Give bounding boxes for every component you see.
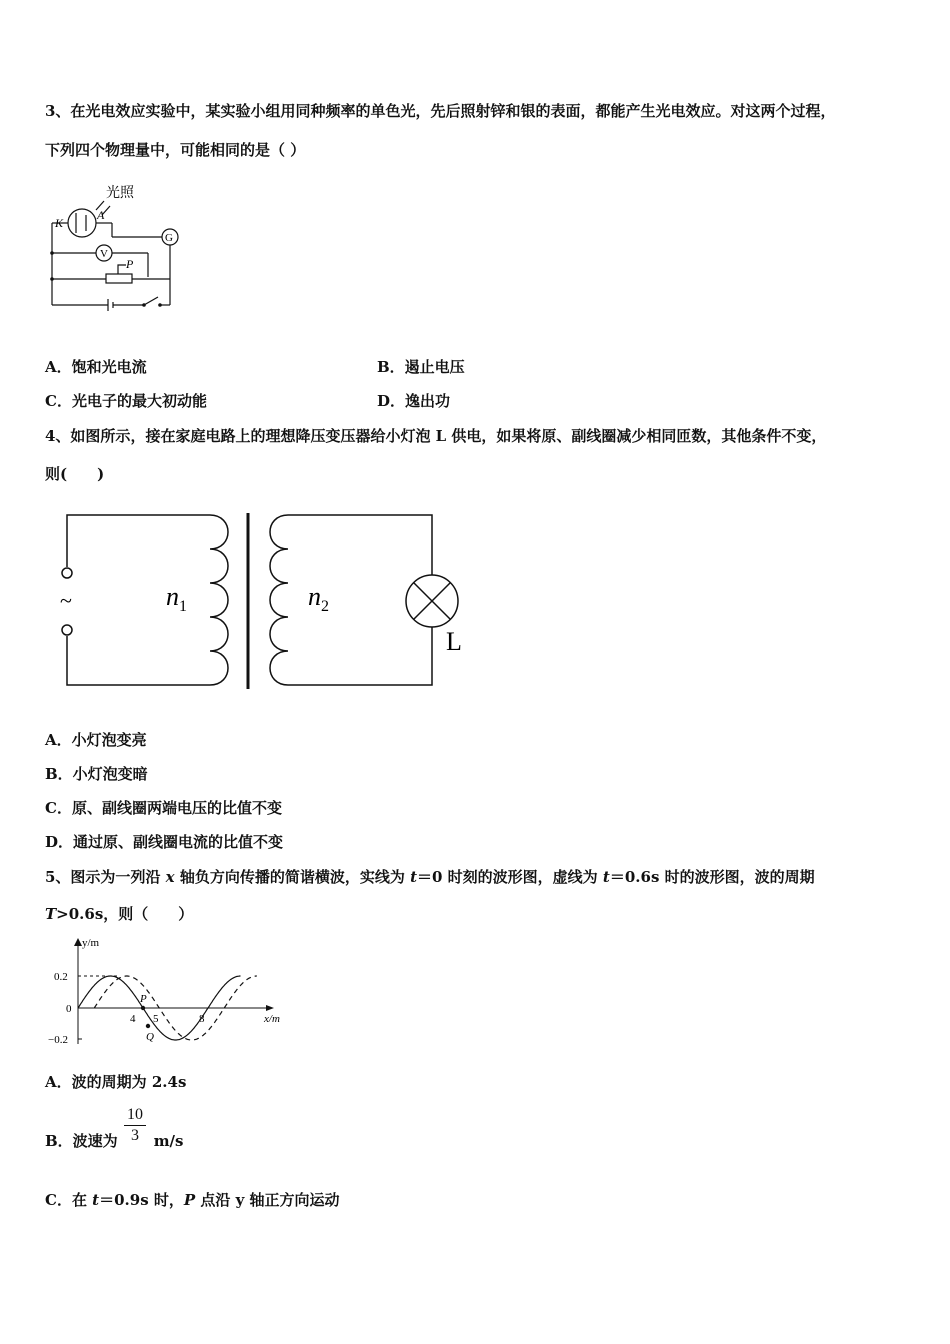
q3-option-a[interactable]: A．饱和光电流 [45,358,147,376]
q5-fig-ytick-zero: 0 [66,1003,72,1015]
q5-point-Q [146,1024,150,1028]
q4-fig-ac-symbol: ~ [60,588,72,613]
q5-fig-Q-label: Q [146,1031,154,1043]
q4-stem-line2: 则( ) [45,465,105,483]
q3-stem-line1: 3、在光电效应实验中，某实验小组用同种频率的单色光，先后照射锌和银的表面，都能产生光电效应。对这两个过程， [45,102,836,120]
q4-fig-lamp-label: L [446,627,462,656]
q5-wave-graph [40,932,300,1052]
q5-fig-P-label: P [140,993,147,1005]
q5-point-P [141,1006,145,1010]
q5-fig-xlabel: x/m [264,1013,280,1025]
q4-fig-n1-label: $n_1$ [166,582,187,615]
q4-option-b[interactable]: B．小灯泡变暗 [45,765,148,783]
q4-option-a[interactable]: A．小灯泡变亮 [45,731,147,749]
q5-fig-ytick-top: 0.2 [54,971,68,983]
fraction-numerator: 10 [127,1106,143,1123]
q3-fig-V-label: V [100,248,108,260]
q3-option-c[interactable]: C．光电子的最大初动能 [45,392,207,410]
q5-stem-line1: 5、图示为一列沿 x 轴负方向传播的简谐横波，实线为 t＝0 时刻的波形图，虚线为 t＝0.6s 时的波形图，波的周期 [45,868,815,886]
q5-option-b[interactable]: B．波速为 m/s [45,1132,184,1150]
q5-fig-xtick-8: 8 [199,1013,205,1025]
q5-fig-ylabel: y/m [82,937,100,949]
q3-photoelectric-circuit-figure [40,175,200,315]
q5-fig-xtick-4: 4 [130,1013,136,1025]
q4-fig-n2-label: $n_2$ [308,582,329,615]
q3-fig-light-label: 光照 [106,186,134,201]
q5-option-b-fraction [124,1106,146,1145]
q4-stem-line1: 4、如图所示，接在家庭电路上的理想降压变压器给小灯泡 L 供电，如果将原、副线圈减少相同匝数，其他条件不变， [45,427,827,445]
q4-option-d[interactable]: D．通过原、副线圈电流的比值不变 [45,833,284,851]
q3-fig-A-label: A [97,208,105,222]
q5-option-a[interactable]: A．波的周期为 2.4s [45,1073,187,1091]
q5-fig-xtick-5: 5 [153,1013,159,1025]
q3-option-d[interactable]: D．逸出功 [377,392,451,410]
q5-fig-ytick-bot: −0.2 [48,1034,68,1046]
q4-transformer-figure [50,505,480,700]
q3-fig-G-label: G [165,232,173,244]
q3-fig-K-label: K [55,216,64,230]
q5-stem-line2: T>0.6s，则（ ） [45,905,194,923]
q3-option-b[interactable]: B．遏止电压 [377,358,465,376]
q3-stem-line2: 下列四个物理量中，可能相同的是（ ） [45,141,306,159]
q4-option-c[interactable]: C．原、副线圈两端电压的比值不变 [45,799,282,817]
fraction-denominator: 3 [131,1127,139,1144]
q3-fig-P-label: P [126,257,134,271]
q5-option-c[interactable]: C．在 t＝0.9s 时，P 点沿 y 轴正方向运动 [45,1191,340,1209]
